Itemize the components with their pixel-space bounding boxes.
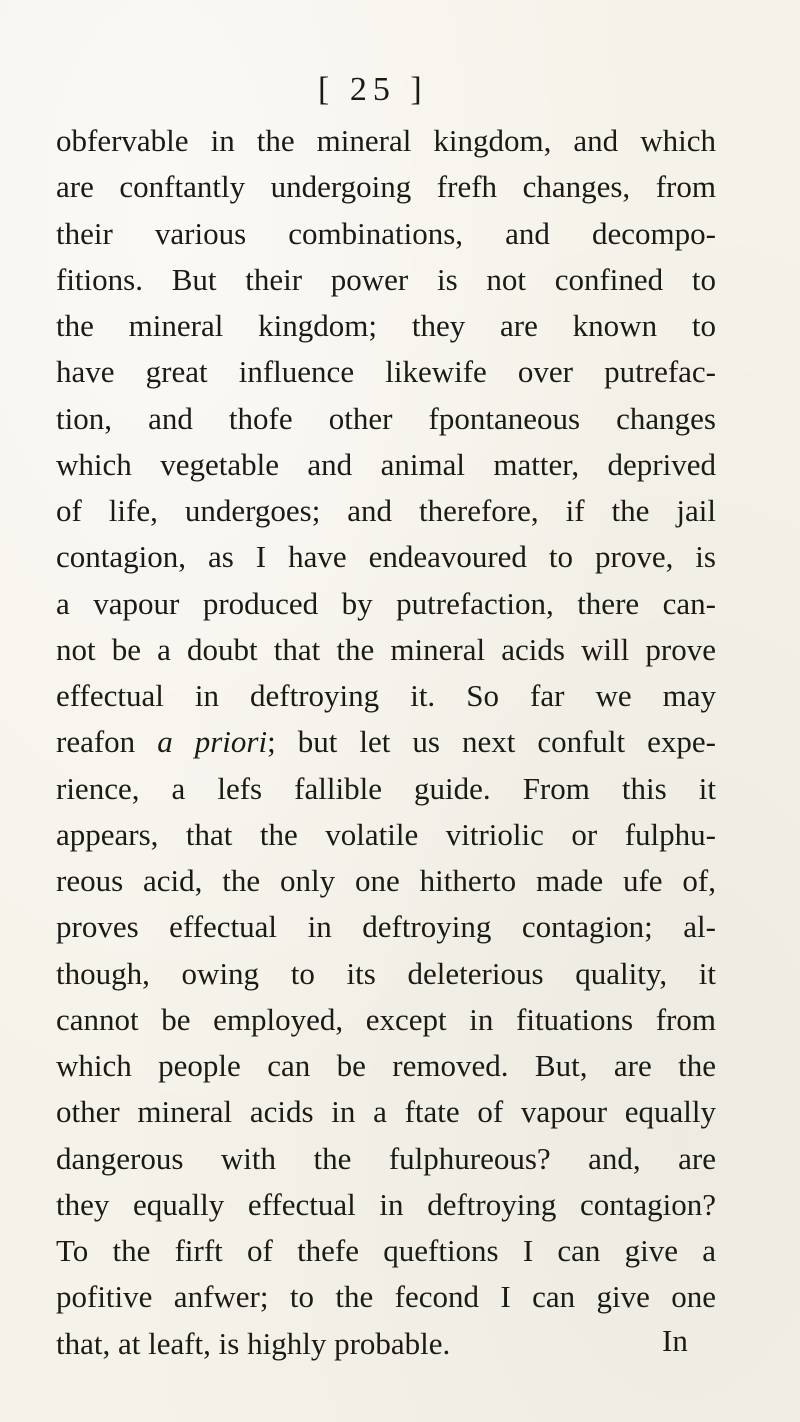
text-line: have great influence likewife over putrefac- xyxy=(56,354,716,390)
text-line: not be a doubt that the mineral acids will prove xyxy=(56,631,716,667)
text-line: which vegetable and animal matter, deprived xyxy=(56,446,716,482)
text-line: of life, undergoes; and therefore, if the jail xyxy=(56,493,716,528)
text-line: a vapour produced by putrefaction, there can- xyxy=(56,585,716,621)
body-text xyxy=(56,118,716,1367)
text-line: pofitive anfwer; to the fecond I can give one xyxy=(56,1279,716,1315)
text-fragment: reafon xyxy=(56,724,136,760)
text-line: are conftantly undergoing frefh changes, from xyxy=(56,169,716,205)
text-fragment: ; but let us next confult expe- xyxy=(267,724,717,760)
text-line xyxy=(56,719,716,765)
text-line: To the firft of thefe queftions I can give a xyxy=(56,1233,716,1268)
text-line: reous acid, the only one hitherto made ufe of, xyxy=(56,863,716,898)
text-line: the mineral kingdom; they are known to xyxy=(56,308,716,343)
text-line: dangerous with the fulphureous? and, are xyxy=(56,1140,716,1176)
text-line: though, owing to its deleterious quality, it xyxy=(56,955,716,991)
text-line: that, at leaft, is highly probable. xyxy=(56,1325,451,1361)
text-line: they equally effectual in deftroying contagion? xyxy=(56,1186,716,1222)
text-line: obfervable in the mineral kingdom, and which xyxy=(56,123,716,158)
text-line: contagion, as I have endeavoured to prove, is xyxy=(56,539,716,575)
text-line: which people can be removed. But, are the xyxy=(56,1048,716,1083)
text-line: fitions. But their power is not confined to xyxy=(56,261,716,297)
italic-phrase: a priori xyxy=(157,724,268,760)
text-line: other mineral acids in a ftate of vapour equally xyxy=(56,1094,716,1130)
running-head-page-number: [ 25 ] xyxy=(318,71,428,108)
text-line: effectual in deftroying it. So far we may xyxy=(56,678,716,713)
text-line: rience, a lefs fallible guide. From this it xyxy=(56,770,716,806)
text-line: cannot be employed, except in fituations from xyxy=(56,1001,716,1037)
text-line: tion, and thofe other fpontaneous changes xyxy=(56,400,716,436)
text-line: proves effectual in deftroying contagion; al- xyxy=(56,909,716,945)
catchword: In xyxy=(662,1323,688,1358)
text-line: their various combinations, and decompo- xyxy=(56,215,716,251)
text-line: appears, that the volatile vitriolic or fulphu- xyxy=(56,816,716,852)
